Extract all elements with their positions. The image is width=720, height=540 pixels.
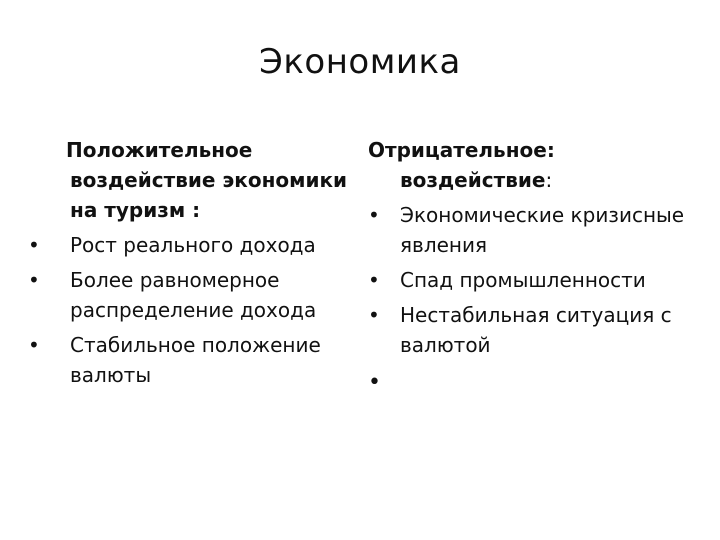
bullet-icon: • <box>368 370 381 395</box>
list-item-text: Экономические кризисные явления <box>400 203 685 257</box>
list-item <box>28 265 363 325</box>
negative-heading-part1: Отрицательное: <box>368 138 555 162</box>
negative-heading-part3: : <box>545 168 553 192</box>
list-item-text: Рост реального дохода <box>70 233 316 257</box>
negative-impact-list <box>368 200 708 395</box>
bullet-icon: • <box>28 333 40 357</box>
negative-impact-column <box>368 135 708 395</box>
list-item-text: Спад промышленности <box>400 268 646 292</box>
list-item-text: Нестабильная ситуация с валютой <box>400 303 672 357</box>
list-item <box>368 300 708 360</box>
bullet-icon: • <box>368 268 380 292</box>
list-item-text: Более равномерное распределение дохода <box>70 268 317 322</box>
list-item <box>368 265 708 295</box>
negative-impact-heading <box>368 135 708 195</box>
negative-heading-part2: воздействие <box>400 168 546 192</box>
positive-impact-column <box>28 135 363 390</box>
list-item <box>28 230 363 260</box>
positive-impact-heading: Положительное воздействие экономики на туризм : <box>66 138 348 222</box>
bullet-icon: • <box>28 268 40 292</box>
positive-impact-list <box>28 230 363 390</box>
bullet-icon: • <box>368 303 380 327</box>
slide-title: Экономика <box>259 42 461 82</box>
bullet-icon: • <box>368 203 380 227</box>
bullet-icon: • <box>28 233 40 257</box>
list-item <box>28 330 363 390</box>
list-item <box>368 200 708 260</box>
list-item-text: Стабильное положение валюты <box>70 333 321 387</box>
